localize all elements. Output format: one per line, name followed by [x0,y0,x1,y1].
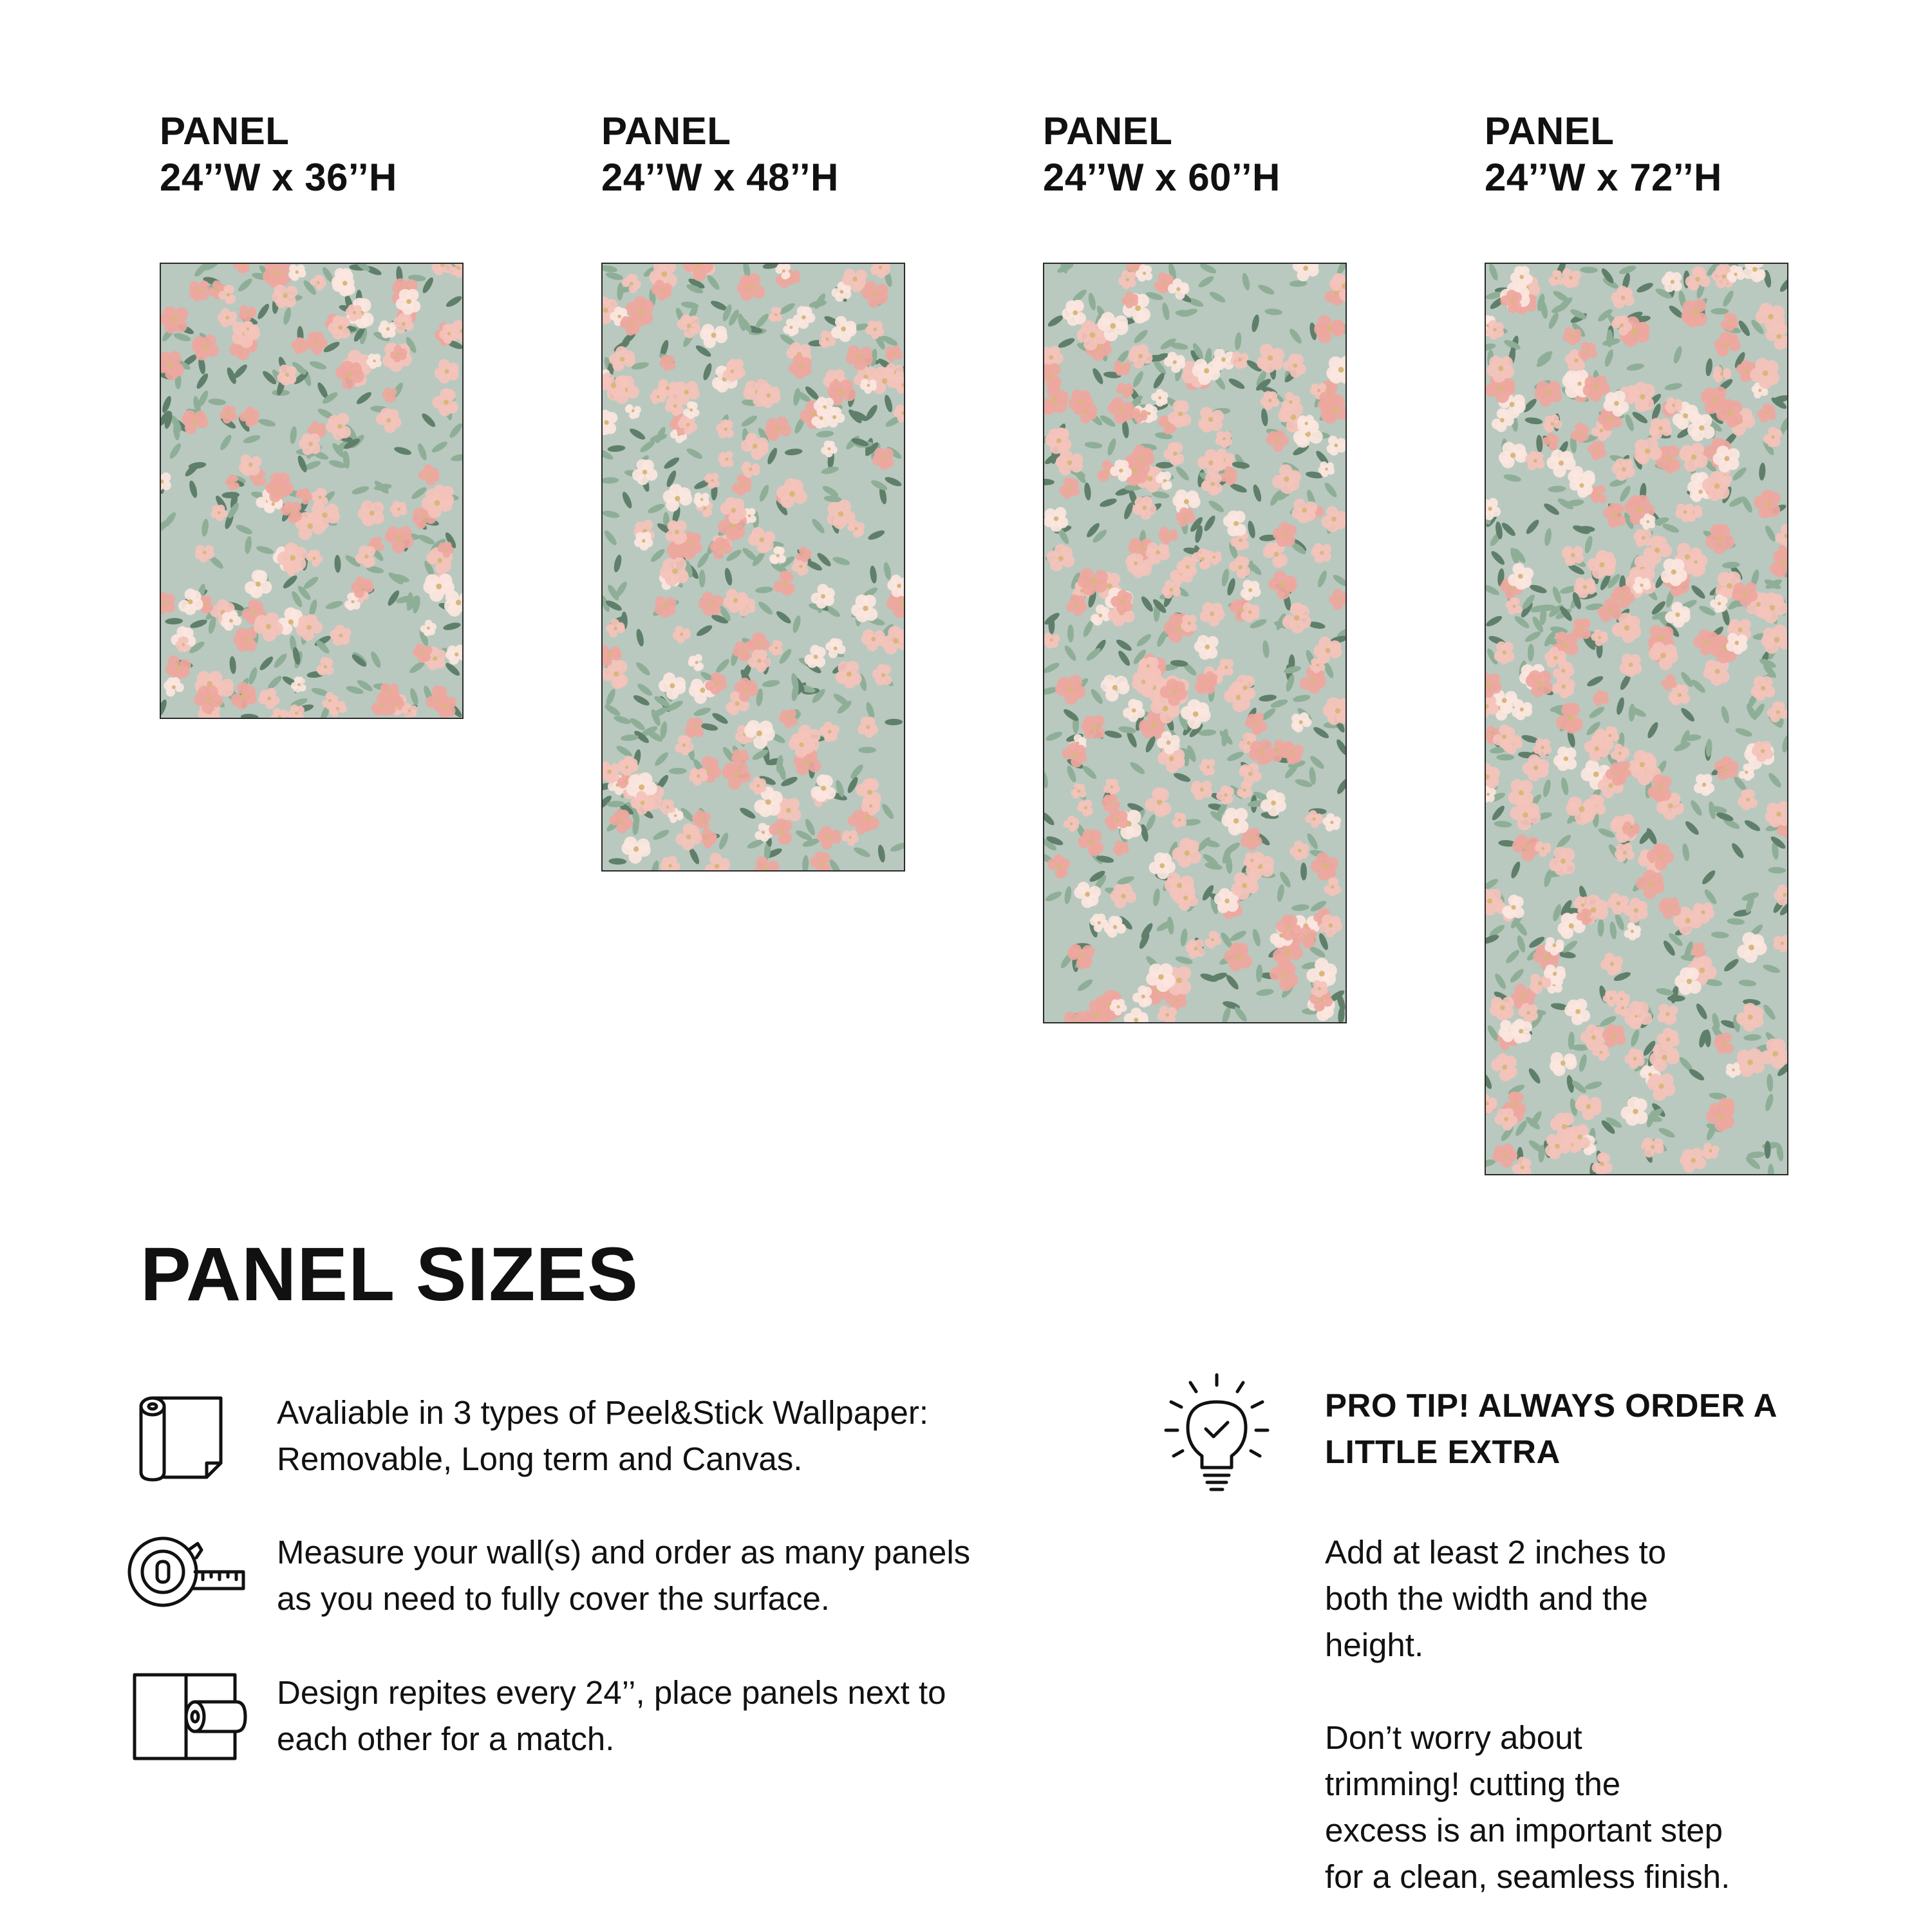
feature-text-measure: Measure your wall(s) and order as many panels as you need to fully cover the surface. [277,1534,971,1617]
pro-tip-paragraph-2: Don’t worry about trimming! cutting the excess is an important step for a clean, seamless finish. [1325,1719,1730,1895]
pro-tip-title: PRO TIP! ALWAYS ORDER A LITTLE EXTRA [1325,1387,1777,1470]
panel-label-72: PANEL 24’’W x 72’’H [1485,109,1722,199]
wallpaper-panels-icon [132,1672,248,1762]
panel-label-48: PANEL 24’’W x 48’’H [601,109,839,199]
feature-text-repeat: Design repites every 24’’, place panels next to each other for a match. [277,1674,946,1757]
panel-label-36: PANEL 24’’W x 36’’H [160,109,397,199]
panel-label-60: PANEL 24’’W x 60’’H [1043,109,1280,199]
panel-swatch-48 [601,263,905,872]
feature-text-types: Avaliable in 3 types of Peel&Stick Wallpaper: Removable, Long term and Canvas. [277,1394,929,1477]
floral-pattern [1044,264,1346,1022]
wallpaper-roll-icon [132,1394,229,1484]
panel-swatch-36 [160,263,464,719]
section-title: PANEL SIZES [140,1232,639,1317]
measuring-tape-icon [126,1532,248,1612]
floral-pattern [161,264,462,718]
panel-swatch-72 [1485,263,1788,1175]
pro-tip-paragraph-1: Add at least 2 inches to both the width and the height. [1325,1534,1667,1663]
floral-pattern [603,264,904,870]
floral-pattern [1486,264,1787,1174]
lightbulb-check-icon [1162,1371,1271,1493]
panel-swatch-60 [1043,263,1347,1023]
